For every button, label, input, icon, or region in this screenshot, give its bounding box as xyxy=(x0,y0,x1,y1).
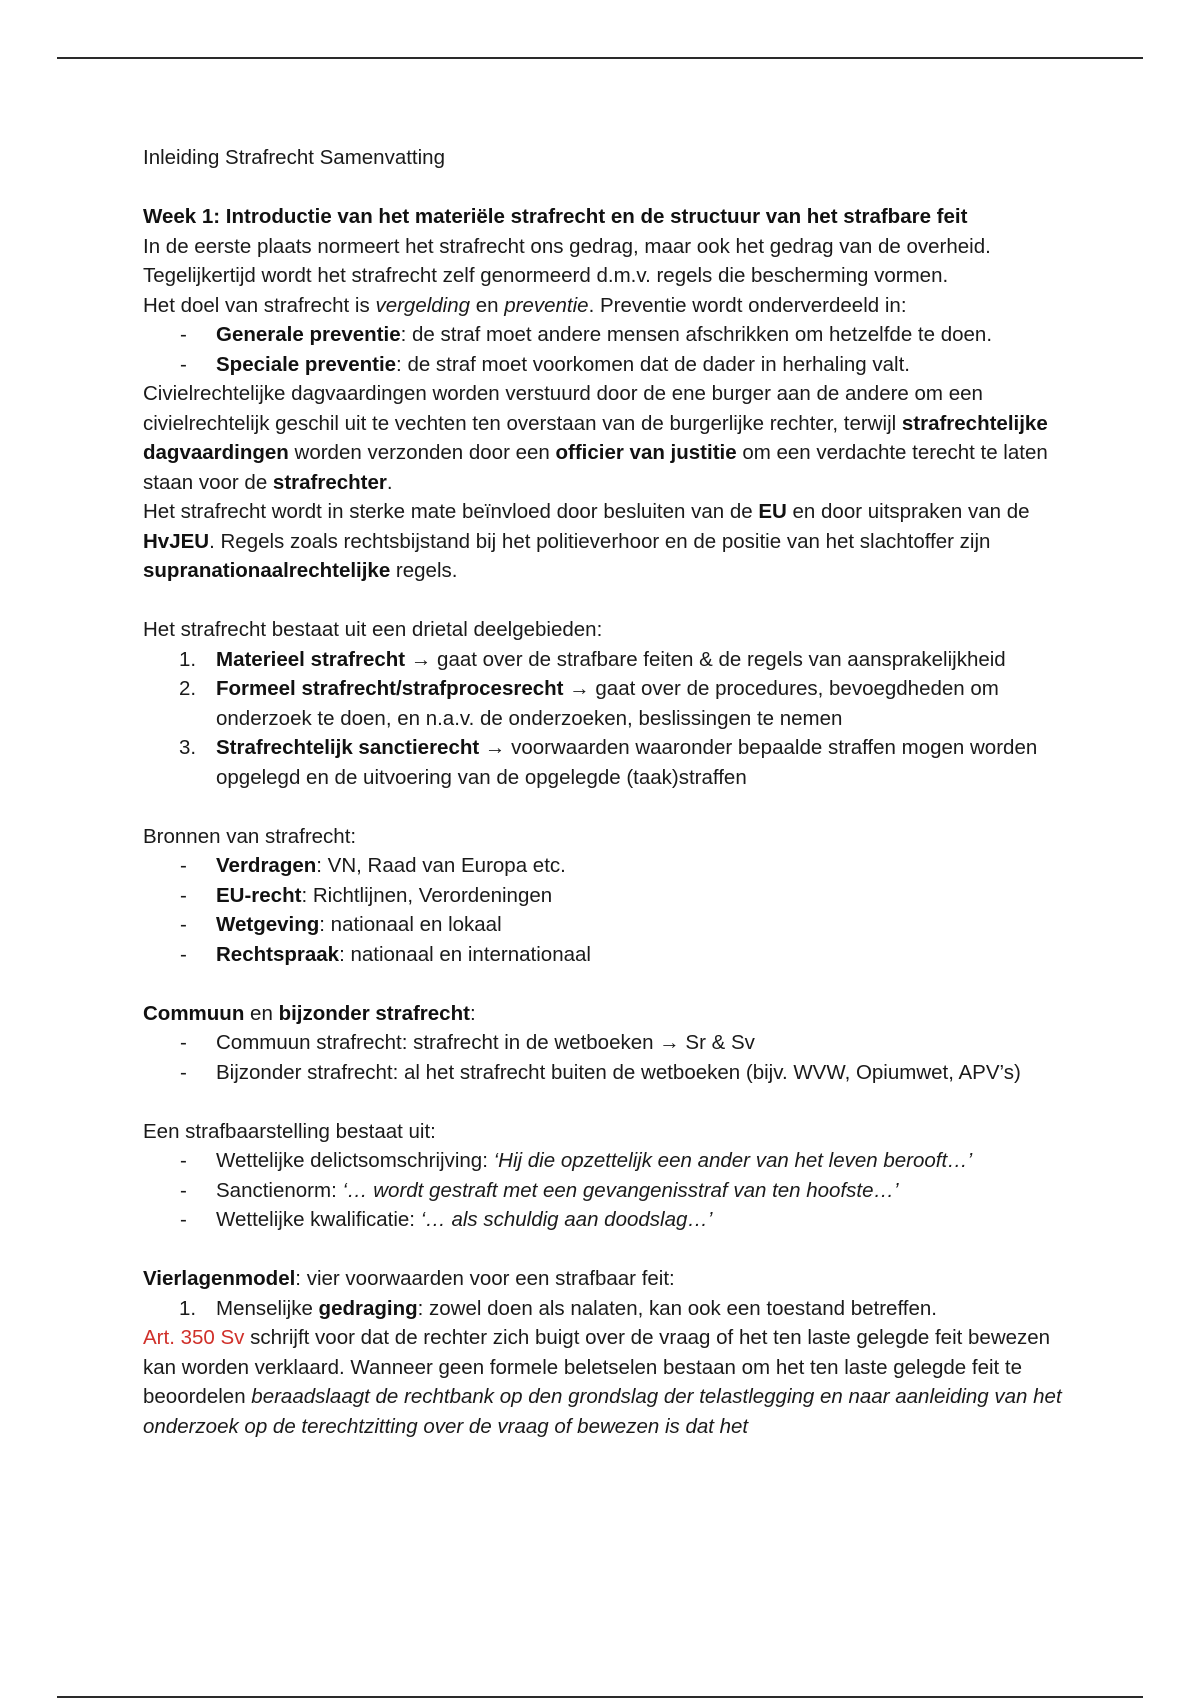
list-item: 1. Menselijke gedraging: zowel doen als nalaten, kan ook een toestand betreffen. xyxy=(179,1296,937,1320)
spacer xyxy=(143,586,1063,616)
list-item: 1. Materieel strafrecht → gaat over de strafbare feiten & de regels van aansprakelijkheid xyxy=(179,647,1006,671)
bronnen-list xyxy=(143,851,1063,969)
paragraph-art-350: Art. 350 Sv schrijft voor dat de rechter zich buigt over de vraag of het ten laste gelegde feit bewezen kan worden verklaard. Wanneer geen formele beletselen bestaan om het ten laste gelegde feit te beoordelen beraadslaagt de rechtbank op den grondslag der telastlegging en naar aanleiding van het onderzoek op de terechtzitting over de vraag of bewezen is dat het xyxy=(143,1326,1062,1438)
spacer xyxy=(143,969,1063,999)
list-item: - Speciale preventie: de straf moet voorkomen dat de dader in herhaling valt. xyxy=(143,350,1063,380)
list-item: - Bijzonder strafrecht: al het strafrecht buiten de wetboeken (bijv. WVW, Opiumwet, APV’s) xyxy=(143,1058,1063,1088)
list-item: - Verdragen: VN, Raad van Europa etc. xyxy=(143,851,1063,881)
spacer xyxy=(143,1235,1063,1265)
list-item: - Rechtspraak: nationaal en internationaal xyxy=(143,940,1063,970)
preventie-list xyxy=(143,320,1063,379)
list-item: - EU-recht: Richtlijnen, Verordeningen xyxy=(143,881,1063,911)
article-reference: Art. 350 Sv xyxy=(143,1326,245,1349)
paragraph-normeert: In de eerste plaats normeert het strafrecht ons gedrag, maar ook het gedrag van de overheid. Tegelijkertijd wordt het strafrecht zelf genormeerd d.m.v. regels die bescherming vormen. xyxy=(143,234,991,287)
list-item: - Wetgeving: nationaal en lokaal xyxy=(143,910,1063,940)
paragraph-dagvaardingen: Civielrechtelijke dagvaardingen worden verstuurd door de ene burger aan de andere om een civielrechtelijk geschil uit te vechten ten overstaan van de burgerlijke rechter, terwijl strafrechtelijke dagvaardingen worden verzonden door een officier van justitie om een verdachte terecht te laten staan voor de strafrechter. xyxy=(143,382,1048,494)
strafbaarstelling-intro: Een strafbaarstelling bestaat uit: xyxy=(143,1119,436,1143)
paragraph-eu: Het strafrecht wordt in sterke mate beïnvloed door besluiten van de EU en door uitspraken van de HvJEU. Regels zoals rechtsbijstand bij het politieverhoor en de positie van het slachtoffer zijn supranationaalrechtelijke regels. xyxy=(143,500,1030,582)
document-body xyxy=(143,143,1063,1441)
list-item: - Generale preventie: de straf moet andere mensen afschrikken om hetzelfde te doen. xyxy=(143,320,1063,350)
spacer xyxy=(143,792,1063,822)
strafbaarstelling-list xyxy=(143,1146,1063,1235)
list-item: 3. Strafrechtelijk sanctierecht → voorwaarden waaronder bepaalde straffen mogen worden opgelegd en de uitvoering van de opgelegde (taak)straffen xyxy=(179,736,1038,789)
list-item: - Commuun strafrecht: strafrecht in de wetboeken → Sr & Sv xyxy=(143,1028,1063,1058)
document-title: Inleiding Strafrecht Samenvatting xyxy=(143,146,445,169)
bronnen-intro: Bronnen van strafrecht: xyxy=(143,824,357,848)
spacer xyxy=(143,173,1063,203)
spacer xyxy=(143,1087,1063,1117)
paragraph-doel: Het doel van strafrecht is vergelding en preventie. Preventie wordt onderverdeeld in: xyxy=(143,293,907,317)
vierlagenmodel-heading: Vierlagenmodel: vier voorwaarden voor een strafbaar feit: xyxy=(143,1267,675,1290)
footer-rule xyxy=(57,1696,1143,1698)
deelgebieden-list xyxy=(143,645,1063,793)
commuun-list xyxy=(143,1028,1063,1087)
header-rule xyxy=(57,57,1143,59)
list-item: - Wettelijke kwalificatie: ‘… als schuldig aan doodslag…’ xyxy=(143,1205,1063,1235)
week-heading: Week 1: Introductie van het materiële strafrecht en de structuur van het strafbare feit xyxy=(143,205,968,228)
lagen-list xyxy=(143,1294,1063,1324)
list-item: 2. Formeel strafrecht/strafprocesrecht → gaat over de procedures, bevoegdheden om onderzoek te doen, en n.a.v. de onderzoeken, beslissingen te nemen xyxy=(179,677,999,730)
list-item: - Sanctienorm: ‘… wordt gestraft met een gevangenisstraf van ten hoofste…’ xyxy=(143,1176,1063,1206)
commuun-heading: Commuun en bijzonder strafrecht: xyxy=(143,1001,476,1025)
list-item: - Wettelijke delictsomschrijving: ‘Hij die opzettelijk een ander van het leven berooft…’ xyxy=(143,1146,1063,1176)
drietal-intro: Het strafrecht bestaat uit een drietal deelgebieden: xyxy=(143,618,603,641)
